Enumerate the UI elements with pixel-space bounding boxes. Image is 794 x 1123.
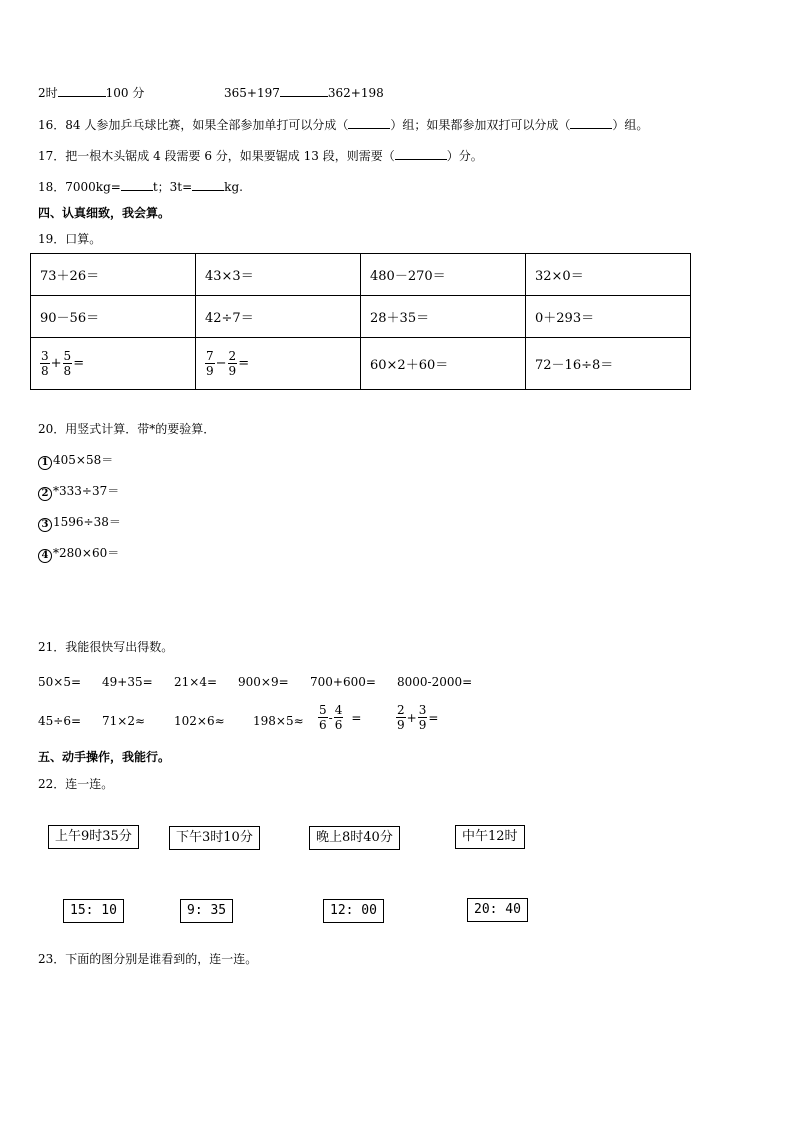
compare-a-right: 100 分 [105,86,145,100]
operator: + [50,356,62,371]
question-18 [38,178,243,195]
digital-time-box[interactable]: 9: 35 [180,899,233,923]
q18-text-a: 18．7000kg= [38,180,121,194]
time-label-box[interactable]: 晚上8时40分 [309,826,400,850]
circled-number: 4 [38,549,52,563]
q21-item: 71×2≈ [102,714,146,728]
q21-fraction-expr [396,703,439,732]
q19-title: 19．口算。 [38,232,102,246]
operator: − [215,356,227,371]
table-row [31,338,691,390]
table-cell: 60×2＋60＝ [361,338,526,390]
table-cell: 32×0＝ [526,254,691,296]
q16-text-c: ）组。 [612,118,649,132]
equals: = [238,356,250,371]
answer-blank[interactable] [192,178,224,191]
fraction: $\frac{5}{8}$ [63,349,72,378]
table-cell: 43×3＝ [196,254,361,296]
q21-fraction-expr [318,703,362,732]
equals: = [73,356,85,371]
section-4-heading: 四、认真细致，我会算。 [38,206,171,220]
q21-item: 21×4= [174,675,218,689]
table-cell: 28＋35＝ [361,296,526,338]
question-16 [38,116,648,133]
table-row [31,296,691,338]
compare-b-right: 362+198 [327,86,384,100]
q20-title: 20．用竖式计算．带*的要验算． [38,422,216,436]
fraction: $\frac{3}{9}$ [418,703,427,732]
compare-b-left: 365+197 [224,86,280,100]
fraction: $\frac{2}{9}$ [228,349,237,378]
time-label-box[interactable]: 上午9时35分 [48,825,139,849]
digital-time-box[interactable]: 12: 00 [323,899,384,923]
fraction: $\frac{7}{9}$ [206,349,214,378]
table-cell-fraction [31,338,196,390]
q20-item-2: 2 *333÷37＝ [38,482,119,501]
digital-time-box[interactable]: 15: 10 [63,899,124,923]
q17-text-a: 17．把一根木头锯成 4 段需要 6 分，如果要锯成 13 段，则需要（ [38,149,395,163]
q20-item-1: 1 405×58＝ [38,451,113,470]
q17-text-b: ）分。 [446,149,483,163]
circled-number: 1 [38,456,52,470]
q22-title: 22．连一连。 [38,777,114,791]
table-cell-fraction [196,338,361,390]
q23-title: 23．下面的图分别是谁看到的，连一连。 [38,952,258,966]
q21-item: 45÷6= [38,714,82,728]
answer-blank[interactable] [121,178,153,191]
q20-item-3: 3 1596÷38＝ [38,513,121,532]
fraction: $\frac{4}{6}$ [334,703,343,732]
q18-text-b: t；3t= [152,180,193,194]
answer-blank[interactable] [348,116,390,129]
equals: = [428,710,439,725]
table-cell: 480－270＝ [361,254,526,296]
q21-title: 21．我能很快写出得数。 [38,640,174,654]
mental-math-table [30,253,691,390]
operator: + [406,710,417,725]
time-label-box[interactable]: 中午12时 [455,825,525,849]
table-cell: 90－56＝ [31,296,196,338]
table-cell: 42÷7＝ [196,296,361,338]
q21-item: 900×9= [238,675,289,689]
answer-blank[interactable] [570,116,612,129]
compare-line [38,84,384,101]
answer-blank[interactable] [280,84,328,97]
q16-text-b: ）组；如果都参加双打可以分成（ [390,118,571,132]
q21-item: 198×5≈ [253,714,304,728]
table-cell: 73＋26＝ [31,254,196,296]
answer-blank[interactable] [395,147,447,160]
answer-blank[interactable] [58,84,106,97]
fraction: $\frac{3}{8}$ [41,349,49,378]
q18-text-c: kg. [224,180,243,194]
q16-text-a: 16．84 人参加乒乓球比赛，如果全部参加单打可以分成（ [38,118,349,132]
equals: = [351,710,362,725]
digital-time-box[interactable]: 20: 40 [467,898,528,922]
circled-number: 2 [38,487,52,501]
question-17 [38,147,483,164]
fraction: $\frac{5}{6}$ [319,703,327,732]
table-cell: 0＋293＝ [526,296,691,338]
circled-number: 3 [38,518,52,532]
section-5-heading: 五、动手操作，我能行。 [38,750,171,764]
fraction: $\frac{2}{9}$ [397,703,405,732]
q21-item: 8000-2000= [397,675,473,689]
q20-item-4: 4 *280×60＝ [38,544,119,563]
q21-item: 49+35= [102,675,153,689]
compare-a-left: 2时 [38,86,58,100]
q21-item: 50×5= [38,675,82,689]
operator: - [328,710,333,725]
q21-item: 102×6≈ [174,714,225,728]
table-cell: 72－16÷8＝ [526,338,691,390]
time-label-box[interactable]: 下午3时10分 [169,826,260,850]
q21-item: 700+600= [310,675,376,689]
table-row [31,254,691,296]
